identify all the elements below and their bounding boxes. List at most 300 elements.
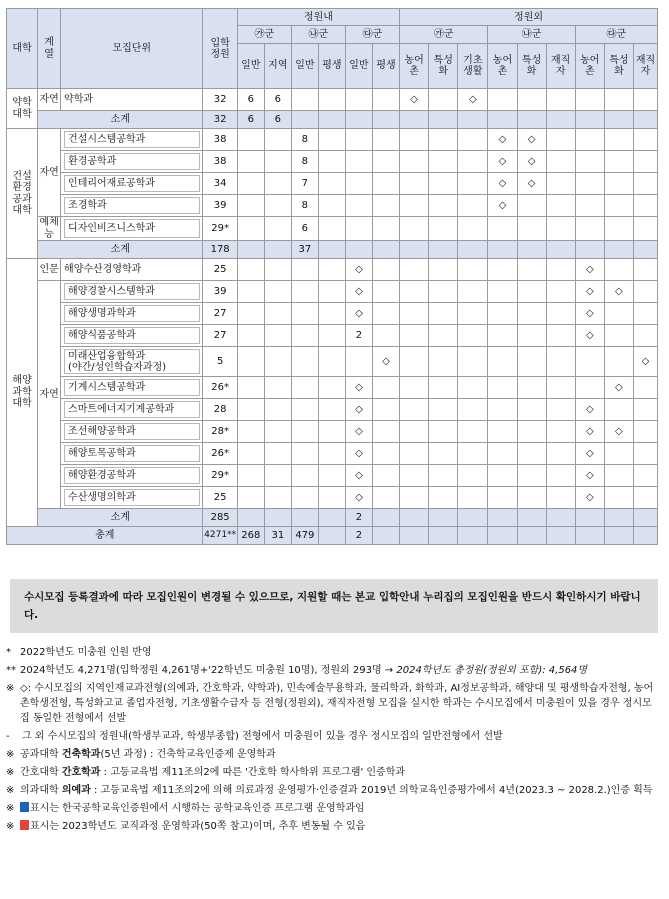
table-cell	[237, 443, 264, 465]
table-cell	[318, 259, 345, 281]
footnote-mark: *	[6, 647, 11, 658]
table-row	[7, 347, 658, 377]
table-cell: 6	[237, 89, 264, 111]
table-cell	[237, 241, 264, 259]
table-row	[7, 325, 658, 347]
table-cell	[318, 325, 345, 347]
table-cell	[400, 259, 429, 281]
footnotes	[6, 645, 658, 837]
subtotal-quota: 32	[203, 111, 237, 129]
table-cell	[458, 465, 488, 487]
department-cell	[61, 487, 203, 509]
quota-cell: 29*	[203, 465, 237, 487]
table-cell	[345, 111, 372, 129]
field-cell: 예체 능	[39, 217, 59, 240]
table-cell	[400, 241, 429, 259]
table-cell	[488, 509, 517, 527]
table-cell	[291, 303, 318, 325]
department-name: 해양경찰시스템학과	[64, 283, 200, 300]
table-cell	[575, 129, 604, 151]
field-cell: 자연	[38, 129, 61, 217]
table-cell	[237, 347, 264, 377]
footnote-prefix: 간호대학	[20, 767, 62, 778]
table-cell	[372, 303, 399, 325]
field-header-text: 계 열	[44, 37, 54, 60]
table-cell	[458, 421, 488, 443]
footnote-body	[20, 785, 652, 796]
table-cell: 8	[291, 129, 318, 151]
subheader-label: 특성 화	[609, 54, 629, 77]
table-cell	[633, 399, 657, 421]
field-cell: 자연	[38, 89, 61, 111]
table-cell: 268	[237, 527, 264, 545]
table-cell	[575, 195, 604, 217]
table-cell	[633, 527, 657, 545]
footnote-prefix: 의과대학	[20, 785, 62, 796]
department-name: 인테리어재료공학과	[64, 175, 200, 192]
table-cell	[488, 217, 517, 241]
table-cell	[318, 347, 345, 377]
table-cell	[517, 443, 546, 465]
table-row	[7, 399, 658, 421]
table-cell	[458, 509, 488, 527]
table-cell	[372, 173, 399, 195]
table-cell	[546, 173, 575, 195]
table-cell	[318, 173, 345, 195]
table-cell	[237, 129, 264, 151]
table-cell	[264, 487, 291, 509]
table-cell: ◇	[575, 303, 604, 325]
table-cell	[264, 259, 291, 281]
table-cell	[517, 325, 546, 347]
subheader-col	[345, 44, 372, 89]
table-cell	[517, 217, 546, 241]
table-cell	[318, 421, 345, 443]
table-cell	[318, 241, 345, 259]
table-cell: ◇	[345, 421, 372, 443]
quota-header-text: 입학 정원	[210, 37, 230, 60]
college-name: 해양 과학 대학	[12, 375, 32, 410]
table-cell	[575, 173, 604, 195]
footnote-body	[20, 803, 365, 814]
table-cell	[575, 217, 604, 241]
table-cell	[517, 527, 546, 545]
subheader-label: 특성 화	[433, 54, 453, 77]
footnote-text: 2024학년도 4,271명(입학정원 4,261명+'22학년도 미충원 10명), 정원외 293명 →	[20, 665, 394, 676]
total-row	[7, 527, 658, 545]
table-cell	[400, 217, 429, 241]
table-cell	[575, 89, 604, 111]
table-cell	[633, 111, 657, 129]
table-cell	[429, 195, 458, 217]
footnote-body	[20, 683, 653, 724]
table-cell	[400, 195, 429, 217]
table-cell	[318, 527, 345, 545]
subheader-col	[633, 44, 657, 89]
table-cell	[372, 281, 399, 303]
table-cell	[237, 259, 264, 281]
table-row	[7, 303, 658, 325]
subheader-col	[604, 44, 633, 89]
table-cell	[345, 89, 372, 111]
table-cell: ◇	[345, 465, 372, 487]
subheader-label: 재직 자	[551, 54, 571, 77]
subtotal-quota: 178	[203, 241, 237, 259]
department-cell	[61, 151, 203, 173]
college-cell	[7, 259, 38, 527]
table-cell	[291, 443, 318, 465]
footnote-text: 2022학년도 미충원 인원 반영	[20, 647, 152, 658]
table-cell	[546, 443, 575, 465]
table-cell	[575, 509, 604, 527]
table-cell: 6	[237, 111, 264, 129]
outside-na-header: ㉯군	[488, 26, 575, 44]
notice-box	[10, 579, 658, 633]
subheader-col	[237, 44, 264, 89]
table-cell	[318, 151, 345, 173]
department-cell	[61, 421, 203, 443]
table-cell	[604, 303, 633, 325]
department-cell	[61, 325, 203, 347]
field-cell: 자연	[38, 281, 61, 509]
table-cell	[264, 151, 291, 173]
subheader-col	[517, 44, 546, 89]
table-cell	[264, 509, 291, 527]
table-cell	[429, 399, 458, 421]
table-cell	[429, 111, 458, 129]
subheader-col	[429, 44, 458, 89]
table-cell	[458, 241, 488, 259]
table-cell	[372, 421, 399, 443]
department-cell	[61, 303, 203, 325]
footnote-mark: -	[6, 731, 10, 742]
table-cell	[400, 325, 429, 347]
table-cell	[372, 151, 399, 173]
footnote-bold: 간호학과	[61, 767, 101, 778]
table-cell: ◇	[575, 259, 604, 281]
subheader-label: 일반	[295, 60, 315, 72]
table-cell	[575, 151, 604, 173]
table-cell	[458, 325, 488, 347]
table-cell	[429, 173, 458, 195]
inside-da-header: ㉰군	[345, 26, 399, 44]
outside-ga-header: ㉮군	[400, 26, 488, 44]
footnote-body	[20, 749, 276, 760]
table-cell	[237, 303, 264, 325]
table-cell: ◇	[517, 173, 546, 195]
table-cell	[604, 89, 633, 111]
total-quota: 4271**	[203, 527, 237, 545]
footnote-mark: ※	[6, 683, 15, 694]
quota-cell: 25	[203, 259, 237, 281]
table-cell	[604, 399, 633, 421]
table-cell	[575, 377, 604, 399]
footnote-body	[20, 821, 365, 832]
college-name: 약학 대학	[12, 97, 32, 120]
table-cell	[546, 487, 575, 509]
table-cell	[345, 241, 372, 259]
department-name: 환경공학과	[64, 153, 200, 170]
table-cell	[546, 217, 575, 241]
table-cell	[604, 509, 633, 527]
footnote-body	[20, 647, 152, 658]
table-cell	[429, 421, 458, 443]
table-cell	[264, 325, 291, 347]
subtotal-label: 소계	[38, 509, 203, 527]
table-cell: ◇	[488, 151, 517, 173]
table-cell	[633, 217, 657, 241]
table-cell: ◇	[575, 399, 604, 421]
table-cell: 479	[291, 527, 318, 545]
table-cell: 6	[264, 111, 291, 129]
table-cell	[633, 303, 657, 325]
table-cell: ◇	[575, 487, 604, 509]
table-cell	[488, 241, 517, 259]
table-cell	[517, 465, 546, 487]
table-cell: ◇	[575, 325, 604, 347]
department-cell	[61, 465, 203, 487]
table-cell	[237, 399, 264, 421]
subheader-col	[488, 44, 517, 89]
subheader-label: 특성 화	[521, 54, 542, 77]
notice-text: 수시모집 등록결과에 따라 모집인원이 변경될 수 있으므로, 지원할 때는 본교 입학안내 누리집의 모집인원을 반드시 확인하시기 바랍니다.	[24, 591, 641, 621]
table-cell: ◇	[345, 281, 372, 303]
table-cell	[318, 509, 345, 527]
quota-cell: 28	[203, 399, 237, 421]
table-cell	[429, 325, 458, 347]
table-cell	[633, 281, 657, 303]
quota-cell: 26*	[203, 377, 237, 399]
table-cell	[400, 303, 429, 325]
table-cell	[546, 527, 575, 545]
subheader-label: 기초 생활	[463, 54, 483, 77]
table-cell	[264, 421, 291, 443]
table-cell	[488, 487, 517, 509]
footnote-text: 표시는 2023학년도 교직과정 운영학과(50쪽 참고)이며, 추후 변동될 수 있음	[30, 821, 366, 832]
table-cell	[237, 151, 264, 173]
department-name: 수산생명의학과	[64, 489, 200, 506]
field-header	[38, 9, 61, 89]
inside-quota-header: 정원내	[237, 9, 399, 26]
table-cell: 7	[291, 173, 318, 195]
table-cell	[429, 217, 458, 241]
quota-cell: 25	[203, 487, 237, 509]
subheader-col	[546, 44, 575, 89]
subtotal-label: 소계	[38, 111, 203, 129]
footnote-mark: ※	[6, 803, 15, 814]
table-cell: ◇	[372, 347, 399, 377]
table-cell: ◇	[345, 377, 372, 399]
quota-cell: 39	[203, 281, 237, 303]
table-cell	[264, 377, 291, 399]
table-cell	[517, 347, 546, 377]
table-cell	[546, 281, 575, 303]
table-cell	[517, 259, 546, 281]
table-cell	[291, 347, 318, 377]
table-cell	[264, 195, 291, 217]
department-name: 약학과	[64, 94, 94, 105]
table-cell	[429, 443, 458, 465]
footnote-body	[22, 731, 503, 742]
table-cell	[604, 347, 633, 377]
table-cell: ◇	[458, 89, 488, 111]
table-cell	[633, 151, 657, 173]
department-cell	[61, 281, 203, 303]
table-cell	[372, 89, 399, 111]
table-cell	[633, 195, 657, 217]
department-cell	[61, 173, 203, 195]
table-cell	[429, 377, 458, 399]
footnote	[6, 681, 658, 726]
footnote-text: (5년 과정) : 건축학교육인증제 운영학과	[100, 749, 276, 760]
table-cell	[372, 443, 399, 465]
table-cell	[318, 487, 345, 509]
college-name: 건설 환경 공과 대학	[12, 170, 32, 216]
footnote	[6, 819, 658, 834]
table-cell	[633, 487, 657, 509]
table-cell	[372, 377, 399, 399]
department-name: 기계시스템공학과	[64, 379, 200, 396]
footnote	[6, 783, 658, 798]
footnote	[6, 645, 658, 660]
table-row	[7, 487, 658, 509]
table-cell	[604, 259, 633, 281]
unit-header: 모집단위	[61, 9, 203, 89]
footnote-mark: ※	[6, 785, 15, 796]
quota-cell: 32	[203, 89, 237, 111]
table-cell	[604, 443, 633, 465]
table-cell: ◇	[400, 89, 429, 111]
table-cell: ◇	[604, 281, 633, 303]
table-cell: ◇	[517, 129, 546, 151]
department-name: 건설시스템공학과	[64, 131, 200, 148]
footnote-italic: 2024학년도 총정원(정원외 포함): 4,564명	[396, 665, 588, 676]
table-cell	[291, 509, 318, 527]
table-cell	[318, 129, 345, 151]
table-cell	[318, 217, 345, 241]
table-cell	[517, 281, 546, 303]
table-cell: ◇	[345, 303, 372, 325]
table-cell	[633, 325, 657, 347]
table-cell	[488, 259, 517, 281]
table-cell	[517, 509, 546, 527]
footnote-text: 표시는 한국공학교육인증원에서 시행하는 공학교육인증 프로그램 운영학과임	[30, 803, 365, 814]
footnote	[6, 747, 658, 762]
table-cell	[291, 421, 318, 443]
table-row	[7, 129, 658, 151]
table-cell	[318, 465, 345, 487]
table-cell	[488, 303, 517, 325]
table-cell	[318, 111, 345, 129]
department-name: 미래산업융합학과 (야간/성인학습자과정)	[64, 349, 200, 374]
table-cell: ◇	[345, 259, 372, 281]
table-cell	[345, 129, 372, 151]
table-cell: 6	[264, 89, 291, 111]
table-cell	[400, 129, 429, 151]
admission-quota-table	[6, 8, 658, 545]
table-cell	[488, 465, 517, 487]
department-cell	[61, 259, 203, 281]
total-label: 총계	[7, 527, 203, 545]
table-cell	[517, 487, 546, 509]
table-cell	[400, 421, 429, 443]
table-row	[7, 217, 658, 241]
table-cell	[633, 129, 657, 151]
table-cell	[604, 129, 633, 151]
table-cell	[575, 527, 604, 545]
table-row	[7, 195, 658, 217]
table-cell	[429, 129, 458, 151]
table-cell	[345, 151, 372, 173]
table-cell	[291, 281, 318, 303]
table-cell	[291, 325, 318, 347]
table-cell: ◇	[488, 173, 517, 195]
table-cell	[633, 509, 657, 527]
subheader-col	[400, 44, 429, 89]
table-cell	[264, 217, 291, 241]
table-cell	[318, 399, 345, 421]
footnote-text: : 고등교육법 제11조의2에 의해 의료과정 운영평가·인증결과 2019년 의학교육인증평가에서 4년(2023.3 ~ 2028.2.)인증 획득	[90, 785, 653, 796]
department-name: 해양토목공학과	[64, 445, 200, 462]
table-cell	[345, 195, 372, 217]
footnote-prefix: 공과대학	[20, 749, 62, 760]
table-cell	[237, 217, 264, 241]
footnote	[6, 663, 658, 678]
table-cell	[633, 465, 657, 487]
table-cell	[264, 241, 291, 259]
table-cell	[458, 217, 488, 241]
table-cell	[264, 443, 291, 465]
inside-na-header: ㉯군	[291, 26, 345, 44]
table-cell	[237, 281, 264, 303]
table-cell: ◇	[575, 443, 604, 465]
table-cell: ◇	[575, 421, 604, 443]
table-cell	[237, 421, 264, 443]
table-cell	[546, 129, 575, 151]
department-name: 조선해양공학과	[64, 423, 200, 440]
subheader-label: 농어 촌	[492, 54, 513, 77]
quota-cell: 26*	[203, 443, 237, 465]
table-cell	[429, 281, 458, 303]
table-cell	[546, 241, 575, 259]
table-cell: 37	[291, 241, 318, 259]
footnote	[6, 801, 658, 816]
table-cell	[488, 377, 517, 399]
table-cell	[429, 527, 458, 545]
table-cell	[633, 241, 657, 259]
footnote-bold: 의예과	[61, 785, 91, 796]
table-cell: ◇	[345, 443, 372, 465]
table-cell	[237, 465, 264, 487]
table-cell	[264, 281, 291, 303]
table-cell: 6	[291, 217, 318, 241]
table-cell	[604, 111, 633, 129]
table-cell	[546, 259, 575, 281]
teaching-course-icon	[20, 820, 29, 830]
certification-icon	[20, 802, 29, 812]
table-cell: ◇	[488, 195, 517, 217]
table-cell	[458, 195, 488, 217]
table-cell: ◇	[345, 399, 372, 421]
subheader-col	[458, 44, 488, 89]
subheader-label: 평생	[376, 60, 396, 72]
quota-cell: 29*	[203, 217, 237, 241]
table-cell	[488, 347, 517, 377]
table-cell	[633, 377, 657, 399]
table-cell	[488, 527, 517, 545]
table-cell	[372, 259, 399, 281]
table-cell	[546, 465, 575, 487]
